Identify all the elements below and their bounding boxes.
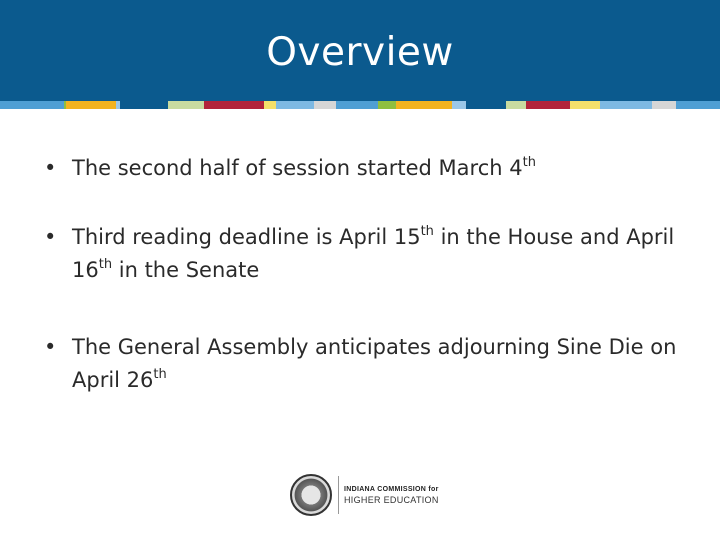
bullet-item [44, 331, 684, 397]
stripe-segment [120, 101, 168, 109]
stripe-segment [676, 101, 720, 109]
stripe-segment [0, 101, 64, 109]
bullet-text: The second half of session started March 4 [72, 156, 523, 180]
ordinal-suffix: th [98, 257, 113, 272]
bullet-dot: • [44, 156, 57, 180]
bullet-dot: • [44, 225, 57, 249]
bullet-item [44, 221, 684, 287]
bullet-dot: • [44, 335, 57, 359]
logo-line-2: HIGHER EDUCATION [344, 495, 439, 505]
stripe-segment [526, 101, 570, 109]
bullet-text-continued: in the House and April 16 [72, 225, 675, 282]
bullet-text: Third reading deadline is April 15 [72, 225, 421, 249]
bullet-list [44, 152, 684, 397]
stripe-segment [264, 101, 276, 109]
title-bar [0, 0, 720, 101]
stripe-segment [168, 101, 204, 109]
stripe-segment [466, 101, 506, 109]
color-stripe [0, 101, 720, 109]
stripe-segment [506, 101, 526, 109]
stripe-segment [204, 101, 264, 109]
logo-divider [338, 476, 339, 514]
stripe-segment [378, 101, 396, 109]
stripe-segment [314, 101, 336, 109]
stripe-segment [66, 101, 116, 109]
bullet-item [44, 152, 684, 185]
stripe-segment [652, 101, 676, 109]
stripe-segment [396, 101, 452, 109]
ordinal-suffix: th [522, 155, 536, 170]
stripe-segment [336, 101, 378, 109]
bullet-text-end: in the Senate [112, 258, 260, 282]
stripe-segment [276, 101, 314, 109]
bullet-text: The General Assembly anticipates adjourning Sine Die on April 26 [72, 335, 677, 392]
state-seal-icon [290, 474, 332, 516]
commission-logo [286, 470, 439, 522]
ordinal-suffix: th [420, 224, 434, 239]
ordinal-suffix: th [153, 367, 167, 382]
stripe-segment [452, 101, 466, 109]
logo-line-1: INDIANA COMMISSION for [344, 486, 439, 493]
stripe-segment [600, 101, 652, 109]
stripe-segment [570, 101, 600, 109]
slide-title: Overview [266, 30, 454, 75]
